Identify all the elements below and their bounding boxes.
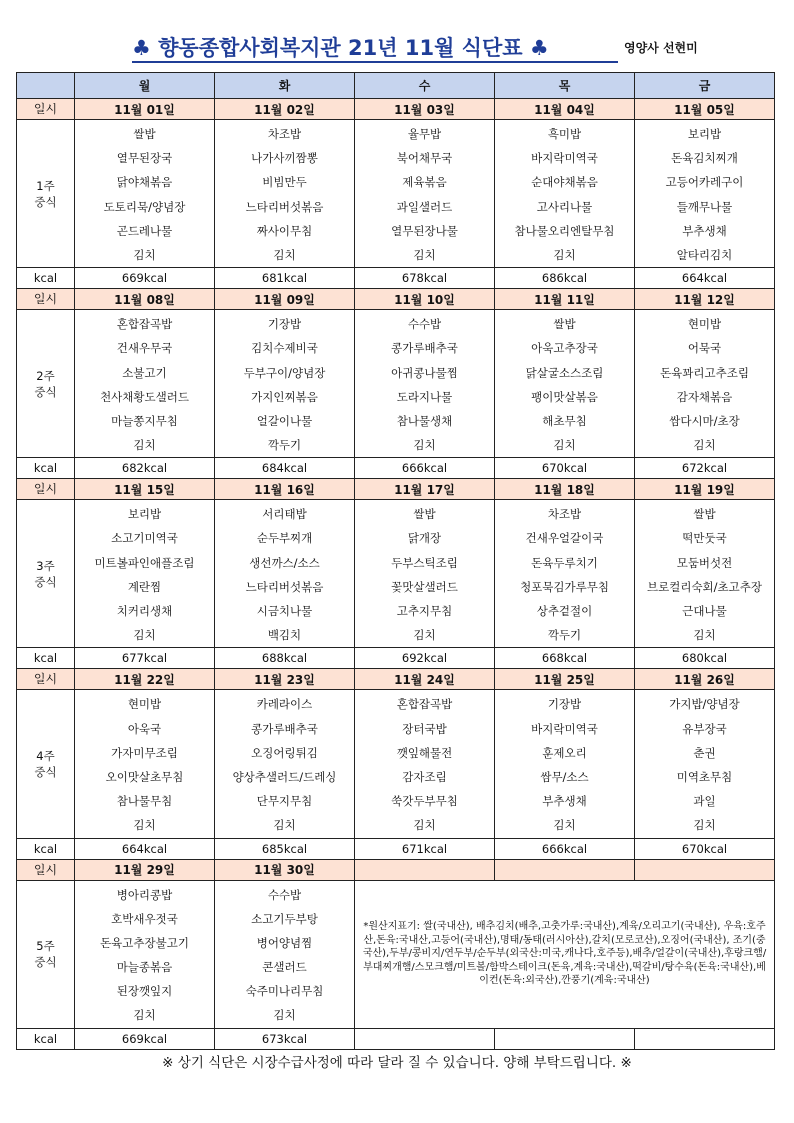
menu-item: 병아리콩밥	[116, 887, 173, 902]
menu-item: 기장밥	[267, 317, 302, 332]
menu-item: 콘샐러드	[262, 960, 307, 975]
menu-item: 아귀콩나물찜	[391, 365, 458, 380]
menu-item: 콩가루배추국	[251, 721, 318, 736]
meal-type: 중식	[34, 194, 57, 209]
menu-item: 순두부찌개	[256, 531, 313, 546]
date-cell: 11월 25일	[495, 669, 635, 690]
meal-cell	[355, 310, 495, 458]
menu-item: 김치	[693, 438, 716, 453]
meal-row	[17, 120, 775, 268]
menu-item: 감자조림	[402, 769, 447, 784]
menu-item: 상추겉절이	[536, 604, 593, 618]
week-number: 4주	[36, 748, 55, 763]
menu-item: 곤드레나물	[116, 223, 173, 238]
date-label: 일시	[17, 479, 75, 500]
meal-cell	[495, 120, 635, 268]
meal-cell	[215, 120, 355, 268]
menu-item: 과일	[693, 794, 716, 809]
kcal-row	[17, 458, 775, 479]
date-label: 일시	[17, 859, 75, 880]
menu-item: 차조밥	[267, 127, 302, 141]
meal-cell	[215, 310, 355, 458]
kcal-row	[17, 838, 775, 859]
date-row	[17, 859, 775, 880]
date-cell: 11월 29일	[75, 859, 215, 880]
menu-item: 김치	[413, 438, 436, 453]
date-cell	[495, 859, 635, 880]
kcal-cell: 669kcal	[75, 268, 215, 289]
kcal-row	[17, 268, 775, 289]
date-cell: 11월 04일	[495, 99, 635, 120]
kcal-cell	[355, 1028, 495, 1049]
menu-item: 들깨무나물	[676, 199, 733, 214]
menu-item: 보리밥	[687, 127, 722, 141]
date-cell: 11월 02일	[215, 99, 355, 120]
menu-item: 쑥갓두부무침	[391, 794, 458, 809]
day-header: 금	[635, 73, 775, 99]
menu-item: 깻잎해물전	[396, 745, 453, 760]
day-header: 월	[75, 73, 215, 99]
menu-item: 춘권	[693, 745, 716, 760]
menu-item: 미트볼파인애플조림	[94, 555, 195, 570]
meal-type: 중식	[34, 955, 57, 970]
menu-item: 부추생채	[542, 794, 587, 809]
date-label: 일시	[17, 289, 75, 310]
menu-item: 김치	[693, 628, 716, 643]
date-cell: 11월 11일	[495, 289, 635, 310]
menu-item: 단무지무침	[256, 794, 313, 809]
header	[0, 30, 794, 64]
kcal-cell: 664kcal	[75, 838, 215, 859]
menu-item: 호박새우젓국	[111, 911, 178, 926]
menu-item: 김치	[133, 818, 156, 833]
menu-item: 건새우무국	[116, 341, 173, 356]
menu-item: 김치	[273, 1008, 296, 1023]
menu-item: 혼합잡곡밥	[116, 317, 173, 332]
menu-item: 감자채볶음	[676, 389, 733, 404]
week-number: 5주	[36, 939, 55, 954]
date-cell: 11월 05일	[635, 99, 775, 120]
menu-item: 닭살굴소스조림	[525, 365, 604, 380]
menu-item: 어묵국	[687, 341, 722, 356]
kcal-label: kcal	[17, 648, 75, 669]
kcal-cell: 672kcal	[635, 458, 775, 479]
menu-item: 바지락미역국	[531, 151, 598, 166]
menu-item: 쌀밥	[133, 127, 156, 141]
kcal-cell: 670kcal	[635, 838, 775, 859]
menu-item: 김치	[693, 818, 716, 833]
date-row	[17, 479, 775, 500]
kcal-cell: 666kcal	[495, 838, 635, 859]
meal-row	[17, 310, 775, 458]
menu-item: 떡만둣국	[682, 531, 727, 546]
menu-item: 김치	[553, 818, 576, 833]
menu-item: 참나물생채	[396, 413, 453, 428]
meal-row	[17, 690, 775, 838]
menu-item: 근대나물	[682, 604, 727, 618]
menu-item: 오징어링튀김	[251, 745, 318, 760]
week-label	[17, 120, 75, 268]
menu-item: 부추생채	[682, 223, 727, 238]
kcal-cell: 669kcal	[75, 1028, 215, 1049]
meal-cell	[215, 880, 355, 1028]
menu-item: 닭개장	[407, 531, 442, 546]
menu-item: 김치	[133, 1008, 156, 1023]
kcal-cell: 692kcal	[355, 648, 495, 669]
kcal-cell: 685kcal	[215, 838, 355, 859]
menu-item: 김치	[553, 247, 576, 262]
kcal-cell: 678kcal	[355, 268, 495, 289]
meal-cell	[355, 120, 495, 268]
kcal-row	[17, 1028, 775, 1049]
date-cell: 11월 15일	[75, 479, 215, 500]
menu-item: 병어양념찜	[256, 935, 313, 950]
menu-item: 열무된장국	[116, 151, 173, 166]
meal-cell	[635, 690, 775, 838]
menu-item: 순대야채볶음	[531, 175, 598, 190]
kcal-cell: 670kcal	[495, 458, 635, 479]
day-header: 수	[355, 73, 495, 99]
meal-type: 중식	[34, 574, 57, 589]
corner-cell	[17, 73, 75, 99]
meal-cell	[635, 310, 775, 458]
date-row	[17, 669, 775, 690]
week-label	[17, 690, 75, 838]
meal-cell	[75, 690, 215, 838]
menu-item: 장터국밥	[402, 721, 447, 736]
menu-item: 유부장국	[682, 721, 727, 736]
kcal-cell: 671kcal	[355, 838, 495, 859]
date-cell	[355, 859, 495, 880]
kcal-label: kcal	[17, 458, 75, 479]
menu-item: 두부구이/양념장	[243, 365, 326, 380]
meal-cell	[355, 690, 495, 838]
menu-item: 고사리나물	[536, 199, 593, 214]
menu-item: 쌀밥	[693, 507, 716, 522]
meal-type: 중식	[34, 384, 57, 399]
menu-item: 비빔만두	[262, 175, 307, 190]
kcal-label: kcal	[17, 1028, 75, 1049]
menu-item: 쌈다시마/초장	[669, 413, 740, 428]
menu-item: 열무된장나물	[391, 223, 458, 238]
menu-item: 김치	[273, 247, 296, 262]
menu-item: 마늘종볶음	[116, 960, 173, 975]
meal-cell	[635, 120, 775, 268]
menu-item: 서리태밥	[262, 507, 307, 522]
date-label: 일시	[17, 99, 75, 120]
menu-item: 숙주미나리무침	[245, 984, 324, 999]
origin-note: *원산지표기: 쌀(국내산), 배추김치(배추,고춧가루:국내산),계육/오리고기(국내산), 우육:호주산,돈육:국내산,고등어(국내산),명태/동태(러시아산),갈치(모로코산),오징어(국내산), 조기(중국산),두부/콩비지/연두부/순두부(외국산:미국,캐나다,호주등),배추/얼갈이(국내산),후랑크햄/부대찌개햄/스모크햄/미트볼/함박스테이크(돈육,계육:국내산),떡갈비/탕수육(돈육:국내산),베이컨(돈육:외국산),깐풍기(계육:국내산)	[355, 880, 775, 1028]
menu-item: 고등어카레구이	[665, 175, 744, 190]
menu-item: 카레라이스	[256, 697, 313, 712]
date-cell: 11월 17일	[355, 479, 495, 500]
menu-item: 천사채황도샐러드	[100, 389, 189, 404]
menu-item: 청포묵김가루무침	[520, 579, 609, 594]
date-cell: 11월 03일	[355, 99, 495, 120]
menu-item: 백김치	[267, 628, 302, 643]
meal-cell	[495, 690, 635, 838]
kcal-cell: 684kcal	[215, 458, 355, 479]
menu-item: 마늘쫑지무침	[111, 413, 178, 428]
menu-item: 현미밥	[687, 317, 722, 332]
kcal-cell: 682kcal	[75, 458, 215, 479]
menu-item: 김치	[133, 438, 156, 453]
menu-item: 김치	[553, 438, 576, 453]
menu-item: 나가사끼짬뽕	[251, 151, 318, 166]
menu-item: 김치	[133, 628, 156, 643]
kcal-cell: 664kcal	[635, 268, 775, 289]
menu-item: 김치	[413, 818, 436, 833]
date-cell: 11월 26일	[635, 669, 775, 690]
menu-item: 팽이맛살볶음	[531, 389, 598, 404]
footer-notice: ※ 상기 식단은 시장수급사정에 따라 달라 질 수 있습니다. 양해 부탁드립니다. ※	[162, 1055, 632, 1071]
menu-item: 치커리생채	[116, 604, 173, 618]
date-cell: 11월 23일	[215, 669, 355, 690]
kcal-cell: 686kcal	[495, 268, 635, 289]
menu-item: 김치	[133, 247, 156, 262]
meal-cell	[215, 500, 355, 648]
menu-item: 제육볶음	[402, 175, 447, 190]
menu-item: 김치	[273, 818, 296, 833]
kcal-label: kcal	[17, 838, 75, 859]
menu-item: 김치	[413, 628, 436, 643]
kcal-row	[17, 648, 775, 669]
menu-item: 해초무침	[542, 413, 587, 428]
menu-body	[17, 99, 775, 1050]
menu-item: 느타리버섯볶음	[245, 199, 324, 214]
menu-item: 생선까스/소스	[249, 555, 320, 570]
menu-item: 된장깻잎지	[116, 984, 173, 999]
kcal-cell: 681kcal	[215, 268, 355, 289]
menu-item: 느타리버섯볶음	[245, 579, 324, 594]
meal-cell	[75, 310, 215, 458]
meal-type: 중식	[34, 764, 57, 779]
menu-item: 돈육꽈리고추조림	[660, 365, 749, 380]
menu-item: 수수밥	[407, 317, 442, 332]
menu-item: 꽃맛살샐러드	[391, 579, 458, 594]
menu-item: 짜사이무침	[256, 223, 313, 238]
meal-cell	[75, 500, 215, 648]
menu-item: 수수밥	[267, 887, 302, 902]
meal-cell	[75, 880, 215, 1028]
menu-item: 깍두기	[547, 628, 582, 643]
menu-item: 오이맛살초무침	[105, 769, 184, 784]
kcal-cell	[635, 1028, 775, 1049]
menu-item: 브로컬리숙회/초고추장	[647, 579, 762, 594]
menu-item: 얼갈이나물	[256, 413, 313, 428]
meal-cell	[215, 690, 355, 838]
day-header: 화	[215, 73, 355, 99]
menu-item: 가지밥/양념장	[669, 697, 740, 712]
menu-item: 기장밥	[547, 697, 582, 712]
menu-item: 닭야채볶음	[116, 175, 173, 190]
meal-row	[17, 880, 775, 1028]
title-underline	[132, 61, 618, 63]
date-row	[17, 289, 775, 310]
menu-item: 흑미밥	[547, 127, 582, 141]
date-cell: 11월 18일	[495, 479, 635, 500]
menu-item: 쌈무/소스	[540, 769, 589, 784]
author-label: 영양사 선현미	[624, 41, 698, 55]
meal-cell	[495, 500, 635, 648]
kcal-cell: 668kcal	[495, 648, 635, 669]
meal-row	[17, 500, 775, 648]
menu-item: 바지락미역국	[531, 721, 598, 736]
date-cell: 11월 24일	[355, 669, 495, 690]
menu-item: 혼합잡곡밥	[396, 697, 453, 712]
kcal-label: kcal	[17, 268, 75, 289]
menu-item: 보리밥	[127, 507, 162, 522]
menu-item: 소불고기	[122, 365, 167, 380]
date-cell: 11월 08일	[75, 289, 215, 310]
kcal-cell: 673kcal	[215, 1028, 355, 1049]
kcal-cell: 680kcal	[635, 648, 775, 669]
menu-item: 쌀밥	[553, 317, 576, 332]
menu-item: 율무밥	[407, 127, 442, 141]
menu-item: 시금치나물	[256, 604, 313, 618]
menu-item: 콩가루배추국	[391, 341, 458, 356]
menu-item: 김치수제비국	[251, 341, 318, 356]
menu-item: 가지인찌볶음	[251, 389, 318, 404]
week-label	[17, 310, 75, 458]
menu-item: 미역초무침	[676, 769, 733, 784]
menu-item: 아욱고추장국	[531, 341, 598, 356]
menu-item: 도토리묵/양념장	[103, 199, 186, 214]
kcal-cell	[495, 1028, 635, 1049]
date-cell: 11월 30일	[215, 859, 355, 880]
week-label	[17, 880, 75, 1028]
menu-item: 양상추샐러드/드레싱	[232, 769, 337, 784]
kcal-cell: 677kcal	[75, 648, 215, 669]
menu-item: 돈육두루치기	[531, 555, 598, 570]
date-cell: 11월 22일	[75, 669, 215, 690]
menu-item: 깍두기	[267, 438, 302, 453]
page-title: ♣ 향동종합사회복지관 21년 11월 식단표 ♣	[132, 36, 549, 60]
day-header: 목	[495, 73, 635, 99]
menu-item: 계란찜	[127, 579, 162, 594]
date-label: 일시	[17, 669, 75, 690]
menu-item: 소고기미역국	[111, 531, 178, 546]
menu-item: 두부스틱조림	[391, 555, 458, 570]
meal-cell	[355, 500, 495, 648]
menu-item: 훈제오리	[542, 745, 587, 760]
menu-table	[16, 72, 775, 1050]
menu-item: 가자미무조림	[111, 745, 178, 760]
meal-cell	[635, 500, 775, 648]
date-row	[17, 99, 775, 120]
date-cell: 11월 10일	[355, 289, 495, 310]
menu-item: 돈육고추장불고기	[100, 935, 189, 950]
week-number: 1주	[36, 178, 55, 193]
menu-item: 건새우얼갈이국	[525, 531, 604, 546]
menu-item: 차조밥	[547, 507, 582, 522]
menu-item: 돈육김치찌개	[671, 151, 738, 166]
menu-item: 참나물오리엔탈무침	[514, 223, 615, 238]
date-cell: 11월 01일	[75, 99, 215, 120]
kcal-cell: 666kcal	[355, 458, 495, 479]
menu-item: 아욱국	[127, 721, 162, 736]
menu-item: 과일샐러드	[396, 199, 453, 214]
day-header-row	[17, 73, 775, 99]
menu-item: 쌀밥	[413, 507, 436, 522]
week-label	[17, 500, 75, 648]
date-cell	[635, 859, 775, 880]
date-cell: 11월 12일	[635, 289, 775, 310]
kcal-cell: 688kcal	[215, 648, 355, 669]
week-number: 3주	[36, 558, 55, 573]
date-cell: 11월 09일	[215, 289, 355, 310]
menu-item: 현미밥	[127, 697, 162, 712]
menu-item: 도라지나물	[396, 389, 453, 404]
week-number: 2주	[36, 368, 55, 383]
date-cell: 11월 19일	[635, 479, 775, 500]
menu-item: 김치	[413, 247, 436, 262]
menu-item: 북어채무국	[396, 151, 453, 166]
meal-cell	[75, 120, 215, 268]
menu-item: 참나물무침	[116, 794, 173, 809]
menu-item: 소고기두부탕	[251, 911, 318, 926]
menu-item: 모둠버섯전	[676, 555, 733, 570]
meal-cell	[495, 310, 635, 458]
menu-item: 알타리김치	[676, 247, 733, 262]
date-cell: 11월 16일	[215, 479, 355, 500]
menu-item: 고추지무침	[396, 604, 453, 618]
